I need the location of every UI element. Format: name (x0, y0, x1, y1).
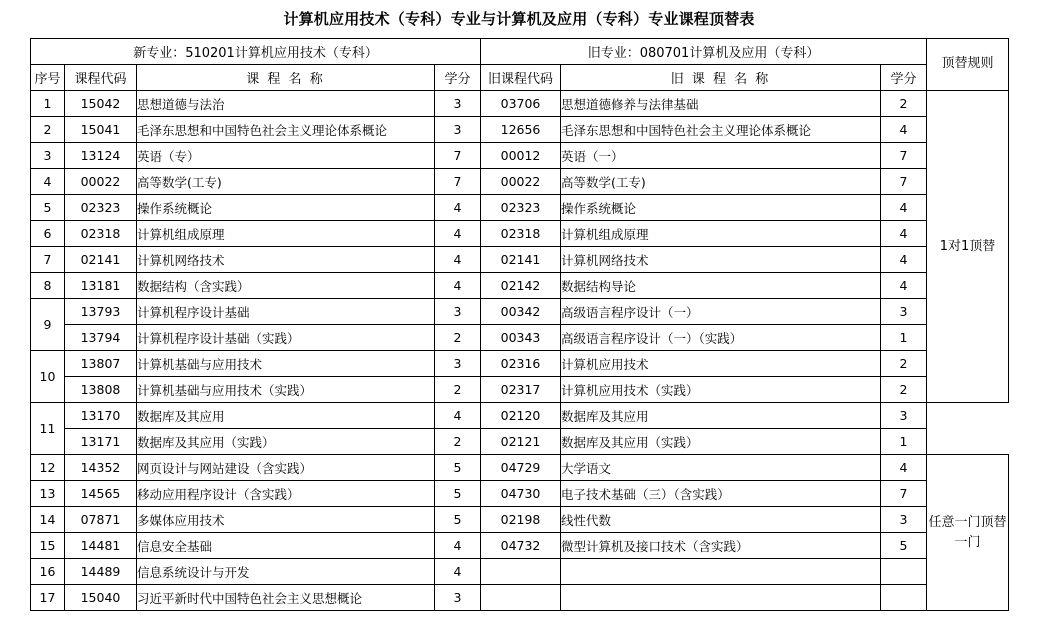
cell-old-name: 线性代数 (561, 507, 881, 533)
cell-new-name: 毛泽东思想和中国特色社会主义理论体系概论 (137, 117, 435, 143)
cell-new-name: 计算机基础与应用技术（实践） (137, 377, 435, 403)
cell-old-code: 04729 (481, 455, 561, 481)
cell-new-code: 15042 (65, 91, 137, 117)
cell-new-code: 02141 (65, 247, 137, 273)
cell-old-code: 04730 (481, 481, 561, 507)
cell-new-code: 13124 (65, 143, 137, 169)
cell-old-name: 计算机组成原理 (561, 221, 881, 247)
cell-new-credit: 2 (435, 377, 481, 403)
rule-column-header: 顶替规则 (927, 39, 1009, 91)
cell-new-code: 13807 (65, 351, 137, 377)
table-row (31, 455, 1009, 481)
cell-new-code: 14481 (65, 533, 137, 559)
cell-seq: 13 (31, 481, 65, 507)
cell-old-credit: 4 (881, 117, 927, 143)
cell-new-credit: 3 (435, 585, 481, 611)
cell-old-credit: 7 (881, 481, 927, 507)
cell-old-credit: 4 (881, 247, 927, 273)
cell-new-name: 信息安全基础 (137, 533, 435, 559)
cell-old-code: 02323 (481, 195, 561, 221)
cell-old-credit: 4 (881, 195, 927, 221)
table-column-header-row (31, 65, 1009, 91)
cell-seq: 6 (31, 221, 65, 247)
cell-new-credit: 2 (435, 429, 481, 455)
cell-new-name: 移动应用程序设计（含实践） (137, 481, 435, 507)
cell-new-code: 13171 (65, 429, 137, 455)
cell-old-name: 高级语言程序设计（一） (561, 299, 881, 325)
cell-old-code: 00342 (481, 299, 561, 325)
cell-new-code: 02323 (65, 195, 137, 221)
cell-new-name: 信息系统设计与开发 (137, 559, 435, 585)
col-header-old-code: 旧课程代码 (481, 65, 561, 91)
cell-new-code: 07871 (65, 507, 137, 533)
cell-old-code: 02142 (481, 273, 561, 299)
cell-new-code: 14489 (65, 559, 137, 585)
table-row (31, 221, 1009, 247)
table-row (31, 143, 1009, 169)
cell-new-code: 13170 (65, 403, 137, 429)
cell-old-code: 12656 (481, 117, 561, 143)
cell-new-credit: 4 (435, 559, 481, 585)
cell-new-name: 操作系统概论 (137, 195, 435, 221)
cell-old-name: 高级语言程序设计（一）（实践） (561, 325, 881, 351)
cell-old-code: 02198 (481, 507, 561, 533)
table-row (31, 247, 1009, 273)
new-major-header: 新专业：510201计算机应用技术（专科） (31, 39, 481, 65)
cell-new-credit: 3 (435, 299, 481, 325)
cell-new-code: 14352 (65, 455, 137, 481)
rule-cell-any-one: 任意一门顶替一门 (927, 455, 1009, 611)
cell-new-credit: 3 (435, 117, 481, 143)
table-row (31, 429, 1009, 455)
cell-new-name: 计算机程序设计基础（实践） (137, 325, 435, 351)
cell-new-code: 00022 (65, 169, 137, 195)
cell-old-name: 电子技术基础（三）（含实践） (561, 481, 881, 507)
cell-new-name: 计算机组成原理 (137, 221, 435, 247)
cell-seq: 9 (31, 299, 65, 351)
cell-old-name: 数据结构导论 (561, 273, 881, 299)
cell-seq: 3 (31, 143, 65, 169)
cell-old-code: 00022 (481, 169, 561, 195)
col-header-new-code: 课程代码 (65, 65, 137, 91)
cell-old-credit (881, 559, 927, 585)
cell-new-credit: 4 (435, 273, 481, 299)
cell-old-credit: 5 (881, 533, 927, 559)
col-header-old-name: 旧 课 程 名 称 (561, 65, 881, 91)
cell-old-credit: 3 (881, 507, 927, 533)
cell-new-code: 13808 (65, 377, 137, 403)
table-row (31, 507, 1009, 533)
cell-new-credit: 4 (435, 403, 481, 429)
cell-new-name: 数据库及其应用（实践） (137, 429, 435, 455)
cell-new-credit: 5 (435, 481, 481, 507)
table-row (31, 533, 1009, 559)
col-header-seq: 序号 (31, 65, 65, 91)
table-row (31, 169, 1009, 195)
cell-old-name: 操作系统概论 (561, 195, 881, 221)
rule-cell-one-to-one: 1对1顶替 (927, 91, 1009, 403)
table-row (31, 117, 1009, 143)
cell-new-code: 13181 (65, 273, 137, 299)
cell-old-name: 计算机应用技术（实践） (561, 377, 881, 403)
table-row (31, 273, 1009, 299)
cell-new-credit: 7 (435, 143, 481, 169)
cell-old-credit: 1 (881, 429, 927, 455)
table-row (31, 299, 1009, 325)
cell-new-credit: 5 (435, 455, 481, 481)
cell-old-name: 英语（一） (561, 143, 881, 169)
cell-old-name (561, 559, 881, 585)
cell-seq: 16 (31, 559, 65, 585)
cell-old-code: 00343 (481, 325, 561, 351)
cell-old-credit: 2 (881, 351, 927, 377)
cell-seq: 4 (31, 169, 65, 195)
cell-new-code: 13793 (65, 299, 137, 325)
col-header-new-name: 课 程 名 称 (137, 65, 435, 91)
cell-new-name: 习近平新时代中国特色社会主义思想概论 (137, 585, 435, 611)
table-row (31, 325, 1009, 351)
cell-old-credit: 7 (881, 143, 927, 169)
cell-old-credit: 2 (881, 91, 927, 117)
cell-new-credit: 7 (435, 169, 481, 195)
cell-new-code: 14565 (65, 481, 137, 507)
cell-old-code: 03706 (481, 91, 561, 117)
cell-seq: 14 (31, 507, 65, 533)
col-header-old-credit: 学分 (881, 65, 927, 91)
cell-old-code: 02141 (481, 247, 561, 273)
cell-new-name: 数据库及其应用 (137, 403, 435, 429)
cell-old-name: 思想道德修养与法律基础 (561, 91, 881, 117)
cell-new-name: 思想道德与法治 (137, 91, 435, 117)
table-row (31, 403, 1009, 429)
cell-old-code: 02316 (481, 351, 561, 377)
cell-new-name: 高等数学(工专) (137, 169, 435, 195)
cell-new-credit: 3 (435, 91, 481, 117)
cell-old-credit: 3 (881, 299, 927, 325)
cell-new-credit: 4 (435, 533, 481, 559)
cell-new-name: 网页设计与网站建设（含实践） (137, 455, 435, 481)
table-row (31, 481, 1009, 507)
cell-new-credit: 2 (435, 325, 481, 351)
cell-new-name: 计算机基础与应用技术 (137, 351, 435, 377)
cell-seq: 10 (31, 351, 65, 403)
cell-seq: 7 (31, 247, 65, 273)
cell-new-code: 15041 (65, 117, 137, 143)
cell-new-name: 计算机程序设计基础 (137, 299, 435, 325)
cell-new-name: 英语（专） (137, 143, 435, 169)
cell-new-name: 多媒体应用技术 (137, 507, 435, 533)
cell-seq: 1 (31, 91, 65, 117)
table-row (31, 351, 1009, 377)
cell-new-credit: 4 (435, 247, 481, 273)
cell-seq: 5 (31, 195, 65, 221)
cell-old-code (481, 585, 561, 611)
cell-old-credit: 4 (881, 221, 927, 247)
cell-old-credit: 3 (881, 403, 927, 429)
cell-old-code (481, 559, 561, 585)
cell-new-credit: 4 (435, 195, 481, 221)
course-substitution-table (30, 38, 1009, 611)
cell-old-name: 微型计算机及接口技术（含实践） (561, 533, 881, 559)
cell-seq: 15 (31, 533, 65, 559)
cell-old-name: 数据库及其应用（实践） (561, 429, 881, 455)
cell-new-code: 02318 (65, 221, 137, 247)
table-row (31, 377, 1009, 403)
cell-new-credit: 4 (435, 221, 481, 247)
cell-old-name: 毛泽东思想和中国特色社会主义理论体系概论 (561, 117, 881, 143)
cell-old-credit: 7 (881, 169, 927, 195)
cell-old-code: 04732 (481, 533, 561, 559)
cell-seq: 12 (31, 455, 65, 481)
cell-new-credit: 3 (435, 351, 481, 377)
table-row (31, 585, 1009, 611)
cell-old-credit: 2 (881, 377, 927, 403)
old-major-header: 旧专业：080701计算机及应用（专科） (481, 39, 927, 65)
cell-new-name: 计算机网络技术 (137, 247, 435, 273)
cell-seq: 2 (31, 117, 65, 143)
cell-old-credit: 1 (881, 325, 927, 351)
cell-old-code: 02317 (481, 377, 561, 403)
cell-old-code: 02318 (481, 221, 561, 247)
cell-seq: 17 (31, 585, 65, 611)
cell-new-code: 13794 (65, 325, 137, 351)
cell-new-credit: 5 (435, 507, 481, 533)
page-title: 计算机应用技术（专科）专业与计算机及应用（专科）专业课程顶替表 (283, 10, 755, 28)
cell-old-code: 00012 (481, 143, 561, 169)
table-row (31, 559, 1009, 585)
cell-old-name: 计算机网络技术 (561, 247, 881, 273)
table-row (31, 91, 1009, 117)
cell-old-code: 02120 (481, 403, 561, 429)
cell-old-code: 02121 (481, 429, 561, 455)
table-group-header-row (31, 39, 1009, 65)
cell-old-name: 数据库及其应用 (561, 403, 881, 429)
table-row (31, 195, 1009, 221)
col-header-new-credit: 学分 (435, 65, 481, 91)
cell-old-name (561, 585, 881, 611)
cell-old-credit (881, 585, 927, 611)
cell-old-name: 大学语文 (561, 455, 881, 481)
cell-old-name: 计算机应用技术 (561, 351, 881, 377)
cell-new-name: 数据结构（含实践） (137, 273, 435, 299)
cell-seq: 8 (31, 273, 65, 299)
cell-old-credit: 4 (881, 273, 927, 299)
cell-seq: 11 (31, 403, 65, 455)
cell-new-code: 15040 (65, 585, 137, 611)
cell-old-credit: 4 (881, 455, 927, 481)
cell-old-name: 高等数学(工专) (561, 169, 881, 195)
